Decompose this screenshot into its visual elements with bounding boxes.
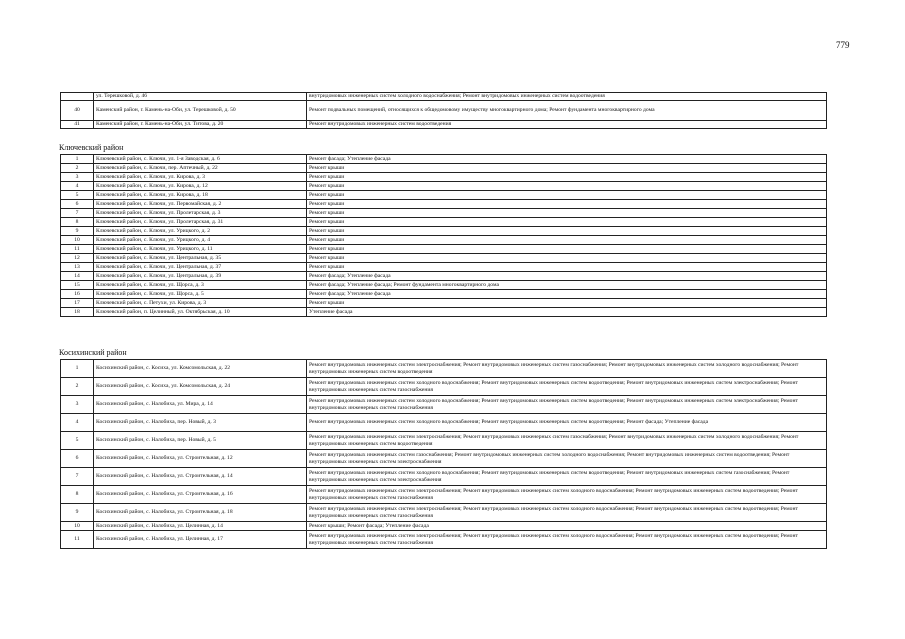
row-address: Каменский район, г. Камень-на-Оби, ул. Терешковой, д. 50	[94, 101, 307, 121]
row-number: 6	[61, 450, 94, 468]
row-address: Косихинский район, с. Налобиха, ул. Целинная, д. 14	[94, 522, 307, 531]
row-number: 3	[61, 173, 94, 182]
row-address: Ключевский район, с. Ключи, ул. Кирова, д. 3	[94, 173, 307, 182]
row-works: Ремонт крыши	[307, 236, 827, 245]
row-number: 5	[61, 432, 94, 450]
row-number: 6	[61, 200, 94, 209]
row-works: Ремонт крыши	[307, 263, 827, 272]
table-row	[61, 93, 827, 101]
row-address: Ключевский район, с. Ключи, пер. Аптечный, д. 22	[94, 164, 307, 173]
row-number: 9	[61, 504, 94, 522]
table-row	[61, 121, 827, 129]
row-works: Утепление фасада	[307, 308, 827, 317]
table-row	[61, 218, 827, 227]
row-address: Ключевский район, с. Петухи, ул. Кирова, д. 3	[94, 299, 307, 308]
row-address: Ключевский район, п. Целинный, ул. Октябрьская, д. 10	[94, 308, 307, 317]
table-row	[61, 308, 827, 317]
table-row	[61, 209, 827, 218]
row-number: 40	[61, 101, 94, 121]
table-klyuchevsky	[60, 154, 827, 317]
row-address: Ключевский район, с. Ключи, ул. Кирова, д. 18	[94, 191, 307, 200]
row-address: Ключевский район, с. Ключи, ул. Центральная, д. 39	[94, 272, 307, 281]
row-number: 2	[61, 378, 94, 396]
row-works: Ремонт подвальных помещений, относящихся к общедомовому имуществу многоквартирного дома; Ремонт фундамента многоквартирного дома	[307, 101, 827, 121]
row-address: Ключевский район, с. Ключи, ул. Урицкого, д. 4	[94, 236, 307, 245]
table-row	[61, 450, 827, 468]
row-works: Ремонт внутридомовых инженерных систем электроснабжения; Ремонт внутридомовых инженерных систем газоснабжения; Ремонт внутридомовых инженерных систем холодного водоснабжения; Ремонт внутридомовых инженерных систем водоотведения	[307, 360, 827, 378]
table-kamensky-continuation	[60, 92, 827, 129]
row-address: Косихинский район, с. Налобиха, ул. Целинная, д. 17	[94, 531, 307, 549]
table-row	[61, 432, 827, 450]
row-number: 13	[61, 263, 94, 272]
row-address: Косихинский район, с. Налобиха, ул. Строительная, д. 18	[94, 504, 307, 522]
row-number: 10	[61, 522, 94, 531]
row-works: Ремонт крыши	[307, 191, 827, 200]
table-row	[61, 504, 827, 522]
page-number: 779	[836, 40, 850, 50]
table-row	[61, 245, 827, 254]
row-number: 7	[61, 468, 94, 486]
row-works: Ремонт внутридомовых инженерных систем холодного водоснабжения; Ремонт внутридомовых инженерных систем водоотведения; Ремонт фасада; Утепление фасада	[307, 414, 827, 432]
table-kosikhinsky	[60, 359, 827, 549]
row-number: 4	[61, 182, 94, 191]
row-works: Ремонт крыши	[307, 299, 827, 308]
table-row	[61, 182, 827, 191]
row-number: 1	[61, 360, 94, 378]
row-address: Ключевский район, с. Ключи, ул. Пролетарская, д. 31	[94, 218, 307, 227]
row-address: Косихинский район, с. Налобиха, пер. Новый, д. 3	[94, 414, 307, 432]
row-number: 14	[61, 272, 94, 281]
row-works: Ремонт внутридомовых инженерных систем электроснабжения; Ремонт внутридомовых инженерных систем холодного водоснабжения; Ремонт внутридомовых инженерных систем водоотведения; Ремонт внутридомовых инженерных систем газоснабжения	[307, 486, 827, 504]
row-works: Ремонт крыши	[307, 182, 827, 191]
row-works: Ремонт крыши	[307, 200, 827, 209]
table-row	[61, 173, 827, 182]
row-address: ул. Терешковой, д. 46	[94, 93, 307, 101]
row-address: Косихинский район, с. Косиха, ул. Комсомольская, д. 22	[94, 360, 307, 378]
row-number: 3	[61, 396, 94, 414]
row-number: 8	[61, 486, 94, 504]
row-works: Ремонт внутридомовых инженерных систем водоотведения	[307, 121, 827, 129]
row-works: Ремонт внутридомовых инженерных систем газоснабжения; Ремонт внутридомовых инженерных систем холодного водоснабжения; Ремонт внутридомовых инженерных систем водоотведения; Ремонт внутридомовых инженерных систем электроснабжения	[307, 450, 827, 468]
row-works: Ремонт фасада; Утепление фасада	[307, 272, 827, 281]
row-address: Косихинский район, с. Косиха, ул. Комсомольская, д. 24	[94, 378, 307, 396]
table-row	[61, 531, 827, 549]
row-address: Косихинский район, с. Налобиха, пер. Новый, д. 5	[94, 432, 307, 450]
row-works: Ремонт внутридомовых инженерных систем электроснабжения; Ремонт внутридомовых инженерных систем холодного водоснабжения; Ремонт внутридомовых инженерных систем водоотведения; Ремонт внутридомовых инженерных систем газоснабжения	[307, 531, 827, 549]
row-works: Ремонт фасада; Утепление фасада	[307, 155, 827, 164]
row-address: Косихинский район, с. Налобиха, ул. Строительная, д. 12	[94, 450, 307, 468]
row-works: Ремонт крыши	[307, 254, 827, 263]
table-row	[61, 254, 827, 263]
row-number: 11	[61, 531, 94, 549]
table-row	[61, 281, 827, 290]
row-works: Ремонт крыши	[307, 218, 827, 227]
section-title-kosikhinsky: Косихинский район	[59, 348, 127, 357]
row-address: Ключевский район, с. Ключи, ул. Центральная, д. 37	[94, 263, 307, 272]
row-works: Ремонт внутридомовых инженерных систем электроснабжения; Ремонт внутридомовых инженерных систем холодного водоснабжения; Ремонт внутридомовых инженерных систем водоотведения; Ремонт внутридомовых инженерных систем газоснабжения	[307, 504, 827, 522]
table-row	[61, 378, 827, 396]
row-number: 9	[61, 227, 94, 236]
row-address: Ключевский район, с. Ключи, ул. Урицкого, д. 2	[94, 227, 307, 236]
row-number: 15	[61, 281, 94, 290]
row-number: 7	[61, 209, 94, 218]
table-row	[61, 164, 827, 173]
row-number: 10	[61, 236, 94, 245]
row-works: Ремонт фасада; Утепление фасада	[307, 290, 827, 299]
row-number: 8	[61, 218, 94, 227]
row-works: Ремонт крыши	[307, 209, 827, 218]
table-row	[61, 299, 827, 308]
row-works: Ремонт крыши	[307, 173, 827, 182]
row-address: Ключевский район, с. Ключи, ул. 1-я Заводская, д. 6	[94, 155, 307, 164]
row-number: 11	[61, 245, 94, 254]
row-number: 18	[61, 308, 94, 317]
section-title-klyuchevsky: Ключевский район	[59, 143, 124, 152]
row-works: Ремонт внутридомовых инженерных систем холодного водоснабжения; Ремонт внутридомовых инженерных систем водоотведения; Ремонт внутридомовых инженерных систем электроснабжения; Ремонт внутридомовых инженерных систем газоснабжения	[307, 378, 827, 396]
table-row	[61, 272, 827, 281]
row-address: Косихинский район, с. Налобиха, ул. Строительная, д. 14	[94, 468, 307, 486]
row-works: Ремонт крыши; Ремонт фасада; Утепление фасада	[307, 522, 827, 531]
table-row	[61, 101, 827, 121]
row-address: Косихинский район, с. Налобиха, ул. Мира, д. 14	[94, 396, 307, 414]
table-row	[61, 200, 827, 209]
row-works: Ремонт внутридомовых инженерных систем холодного водоснабжения; Ремонт внутридомовых инженерных систем водоотведения; Ремонт внутридомовых инженерных систем газоснабжения; Ремонт внутридомовых инженерных систем электроснабжения	[307, 468, 827, 486]
row-number: 2	[61, 164, 94, 173]
table-row	[61, 263, 827, 272]
row-works: Ремонт крыши	[307, 164, 827, 173]
row-works: Ремонт крыши	[307, 245, 827, 254]
table-row	[61, 191, 827, 200]
row-address: Ключевский район, с. Ключи, ул. Пролетарская, д. 3	[94, 209, 307, 218]
table-row	[61, 522, 827, 531]
row-address: Ключевский район, с. Ключи, ул. Центральная, д. 35	[94, 254, 307, 263]
table-row	[61, 227, 827, 236]
row-address: Каменский район, г. Камень-на-Оби, ул. Титова, д. 20	[94, 121, 307, 129]
row-address: Ключевский район, с. Ключи, ул. Щорса, д. 3	[94, 281, 307, 290]
row-address: Ключевский район, с. Ключи, ул. Кирова, д. 12	[94, 182, 307, 191]
row-address: Ключевский район, с. Ключи, ул. Щорса, д. 5	[94, 290, 307, 299]
row-number	[61, 93, 94, 101]
table-row	[61, 155, 827, 164]
table-row	[61, 236, 827, 245]
row-number: 12	[61, 254, 94, 263]
row-number: 5	[61, 191, 94, 200]
row-works: Ремонт внутридомовых инженерных систем холодного водоснабжения; Ремонт внутридомовых инженерных систем водоотведения; Ремонт внутридомовых инженерных систем электроснабжения; Ремонт внутридомовых инженерных систем газоснабжения	[307, 396, 827, 414]
table-row	[61, 414, 827, 432]
row-works: Ремонт крыши	[307, 227, 827, 236]
row-number: 16	[61, 290, 94, 299]
row-number: 41	[61, 121, 94, 129]
table-row	[61, 360, 827, 378]
table-row	[61, 468, 827, 486]
row-works: Ремонт внутридомовых инженерных систем электроснабжения; Ремонт внутридомовых инженерных систем газоснабжения; Ремонт внутридомовых инженерных систем холодного водоснабжения; Ремонт внутридомовых инженерных систем водоотведения	[307, 432, 827, 450]
row-number: 1	[61, 155, 94, 164]
row-number: 17	[61, 299, 94, 308]
row-works: внутридомовых инженерных систем холодного водоснабжения; Ремонт внутридомовых инженерных систем водоотведения	[307, 93, 827, 101]
row-number: 4	[61, 414, 94, 432]
table-row	[61, 290, 827, 299]
row-address: Ключевский район, с. Ключи, ул. Урицкого, д. 11	[94, 245, 307, 254]
table-row	[61, 486, 827, 504]
table-row	[61, 396, 827, 414]
row-address: Ключевский район, с. Ключи, ул. Первомайская, д. 2	[94, 200, 307, 209]
row-address: Косихинский район, с. Налобиха, ул. Строительная, д. 16	[94, 486, 307, 504]
row-works: Ремонт фасада; Утепление фасада; Ремонт фундамента многоквартирного дома	[307, 281, 827, 290]
